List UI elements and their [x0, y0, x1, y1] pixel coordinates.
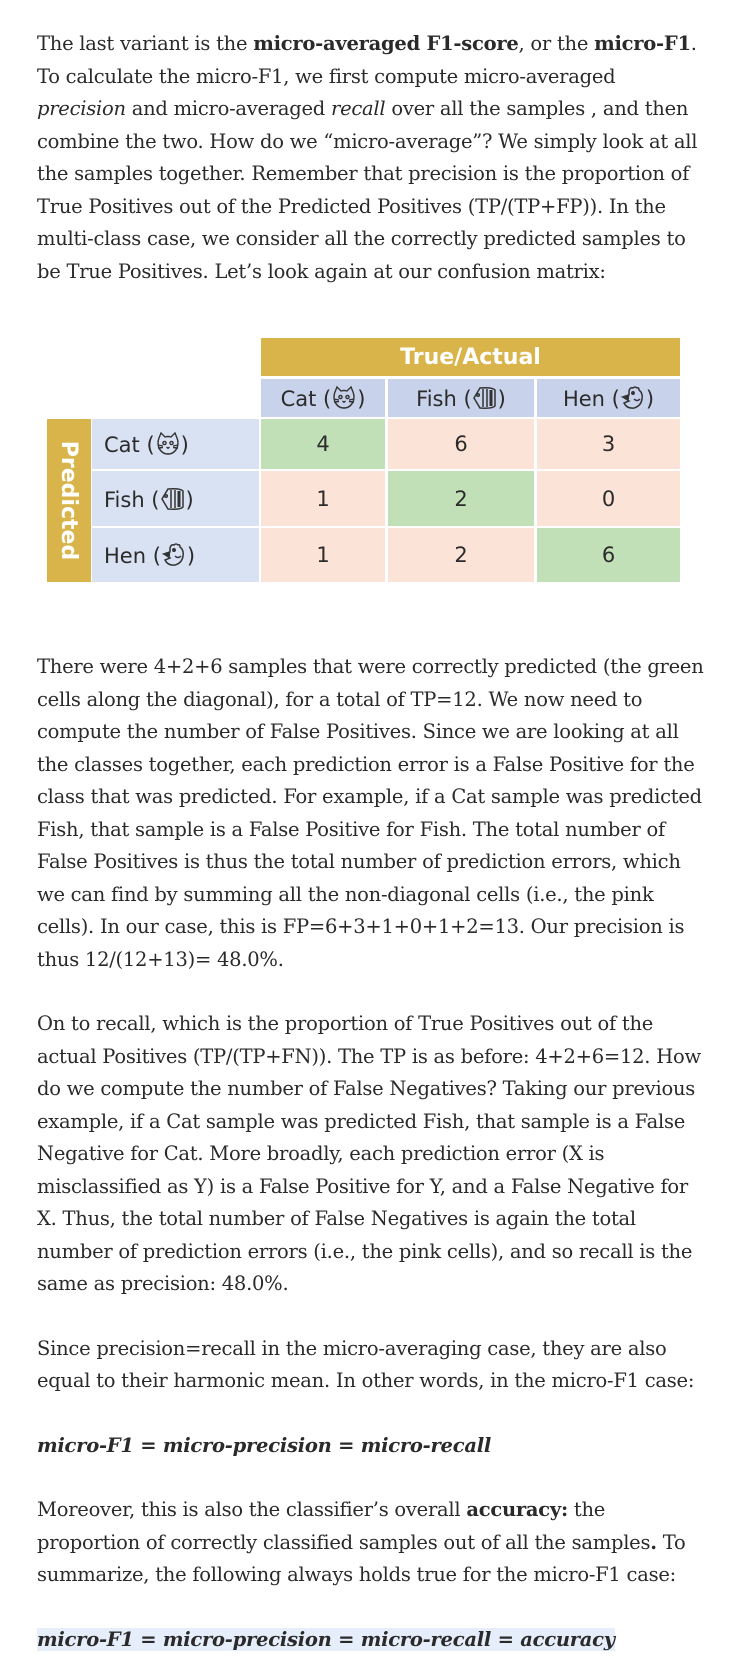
label-text: )	[181, 433, 189, 457]
text-span: and micro-averaged	[126, 97, 331, 120]
highlighted-formula: micro-F1 = micro-precision = micro-recall = accuracy	[37, 1628, 615, 1651]
text-span: , or the	[519, 32, 595, 55]
row-header-cat	[92, 419, 259, 469]
predicted-header	[47, 419, 91, 582]
label-text: Fish (	[416, 387, 472, 411]
label-text: )	[498, 387, 506, 411]
text-span: The last variant is the	[37, 32, 253, 55]
column-header-hen	[537, 379, 680, 417]
label-text: Cat (	[104, 433, 155, 457]
article-body	[37, 28, 707, 1656]
label-text: )	[357, 387, 365, 411]
bold-term: accuracy:	[466, 1498, 568, 1521]
label-text: )	[646, 387, 654, 411]
accuracy-paragraph	[37, 1494, 707, 1592]
cell-cat-fish: 6	[388, 419, 534, 469]
true-actual-header: True/Actual	[261, 338, 680, 376]
cat-icon	[155, 431, 181, 457]
hen-icon	[161, 542, 187, 568]
label-text: )	[186, 488, 194, 512]
text-span: over all the samples , and then combine the two. How do we “micro-average”? We simply look at all the samples together. Remember that precision is the proportion of True Positives out of the Predicted Positives (TP/(TP+FP)). In the multi-class case, we consider all the correctly predicted samples to be True Positives. Let’s look again at our confusion matrix:	[37, 97, 697, 283]
harmonic-mean-paragraph: Since precision=recall in the micro-averaging case, they are also equal to their harmonic mean. In other words, in the micro-F1 case:	[37, 1333, 707, 1398]
bold-period: .	[650, 1531, 657, 1554]
bold-term: micro-F1	[594, 32, 691, 55]
label-text: Fish (	[104, 488, 160, 512]
formula-summary	[37, 1624, 707, 1656]
intro-paragraph	[37, 28, 707, 288]
label-text: )	[187, 544, 195, 568]
text-span: To summarize, the following always holds true for the micro-F1 case:	[37, 1531, 685, 1587]
column-header-cat	[261, 379, 385, 417]
formula-micro-f1: micro-F1 = micro-precision = micro-recall	[37, 1430, 707, 1463]
precision-paragraph: There were 4+2+6 samples that were correctly predicted (the green cells along the diagonal), for a total of TP=12. We now need to compute the number of False Positives. Since we are looking at all the classes together, each prediction error is a False Positive for the class that was predicted. For example, if a Cat sample was predicted Fish, that sample is a False Positive for Fish. The total number of False Positives is thus the total number of prediction errors, which we can find by summing all the non-diagonal cells (i.e., the pink cells). In our case, this is FP=6+3+1+0+1+2=13. Our precision is thus 12/(12+13)= 48.0%.	[37, 651, 707, 976]
cell-fish-hen: 0	[537, 471, 680, 526]
confusion-matrix	[47, 338, 737, 603]
column-header-fish	[388, 379, 534, 417]
italic-term: precision	[37, 97, 126, 120]
bold-term: micro-averaged F1-score	[253, 32, 518, 55]
predicted-label: Predicted	[57, 441, 82, 560]
row-header-fish	[92, 471, 259, 526]
cell-hen-hen: 6	[537, 528, 680, 582]
recall-paragraph: On to recall, which is the proportion of True Positives out of the actual Positives (TP/(TP+FN)). The TP is as before: 4+2+6=12. How do we compute the number of False Negatives? Taking our previous example, if a Cat sample was predicted Fish, that sample is a False Negative for Cat. More broadly, each prediction error (X is misclassified as Y) is a False Positive for Y, and a False Negative for X. Thus, the total number of False Negatives is again the total number of prediction errors (i.e., the pink cells), and so recall is the same as precision: 48.0%.	[37, 1008, 707, 1301]
label-text: Hen (	[563, 387, 620, 411]
italic-term: recall	[331, 97, 385, 120]
fish-icon	[160, 486, 186, 512]
fish-icon	[472, 385, 498, 411]
cell-hen-cat: 1	[261, 528, 385, 582]
row-header-hen	[92, 528, 259, 582]
text-span: . To calculate the micro-F1, we first compute micro-averaged	[37, 32, 697, 88]
cat-icon	[331, 385, 357, 411]
cell-fish-fish: 2	[388, 471, 534, 526]
label-text: Cat (	[281, 387, 332, 411]
hen-icon	[620, 385, 646, 411]
cell-hen-fish: 2	[388, 528, 534, 582]
cell-fish-cat: 1	[261, 471, 385, 526]
cell-cat-cat: 4	[261, 419, 385, 469]
cell-cat-hen: 3	[537, 419, 680, 469]
text-span: Moreover, this is also the classifier’s overall	[37, 1498, 466, 1521]
label-text: Hen (	[104, 544, 161, 568]
text-span: the proportion of correctly classified samples out of all the samples	[37, 1498, 650, 1554]
